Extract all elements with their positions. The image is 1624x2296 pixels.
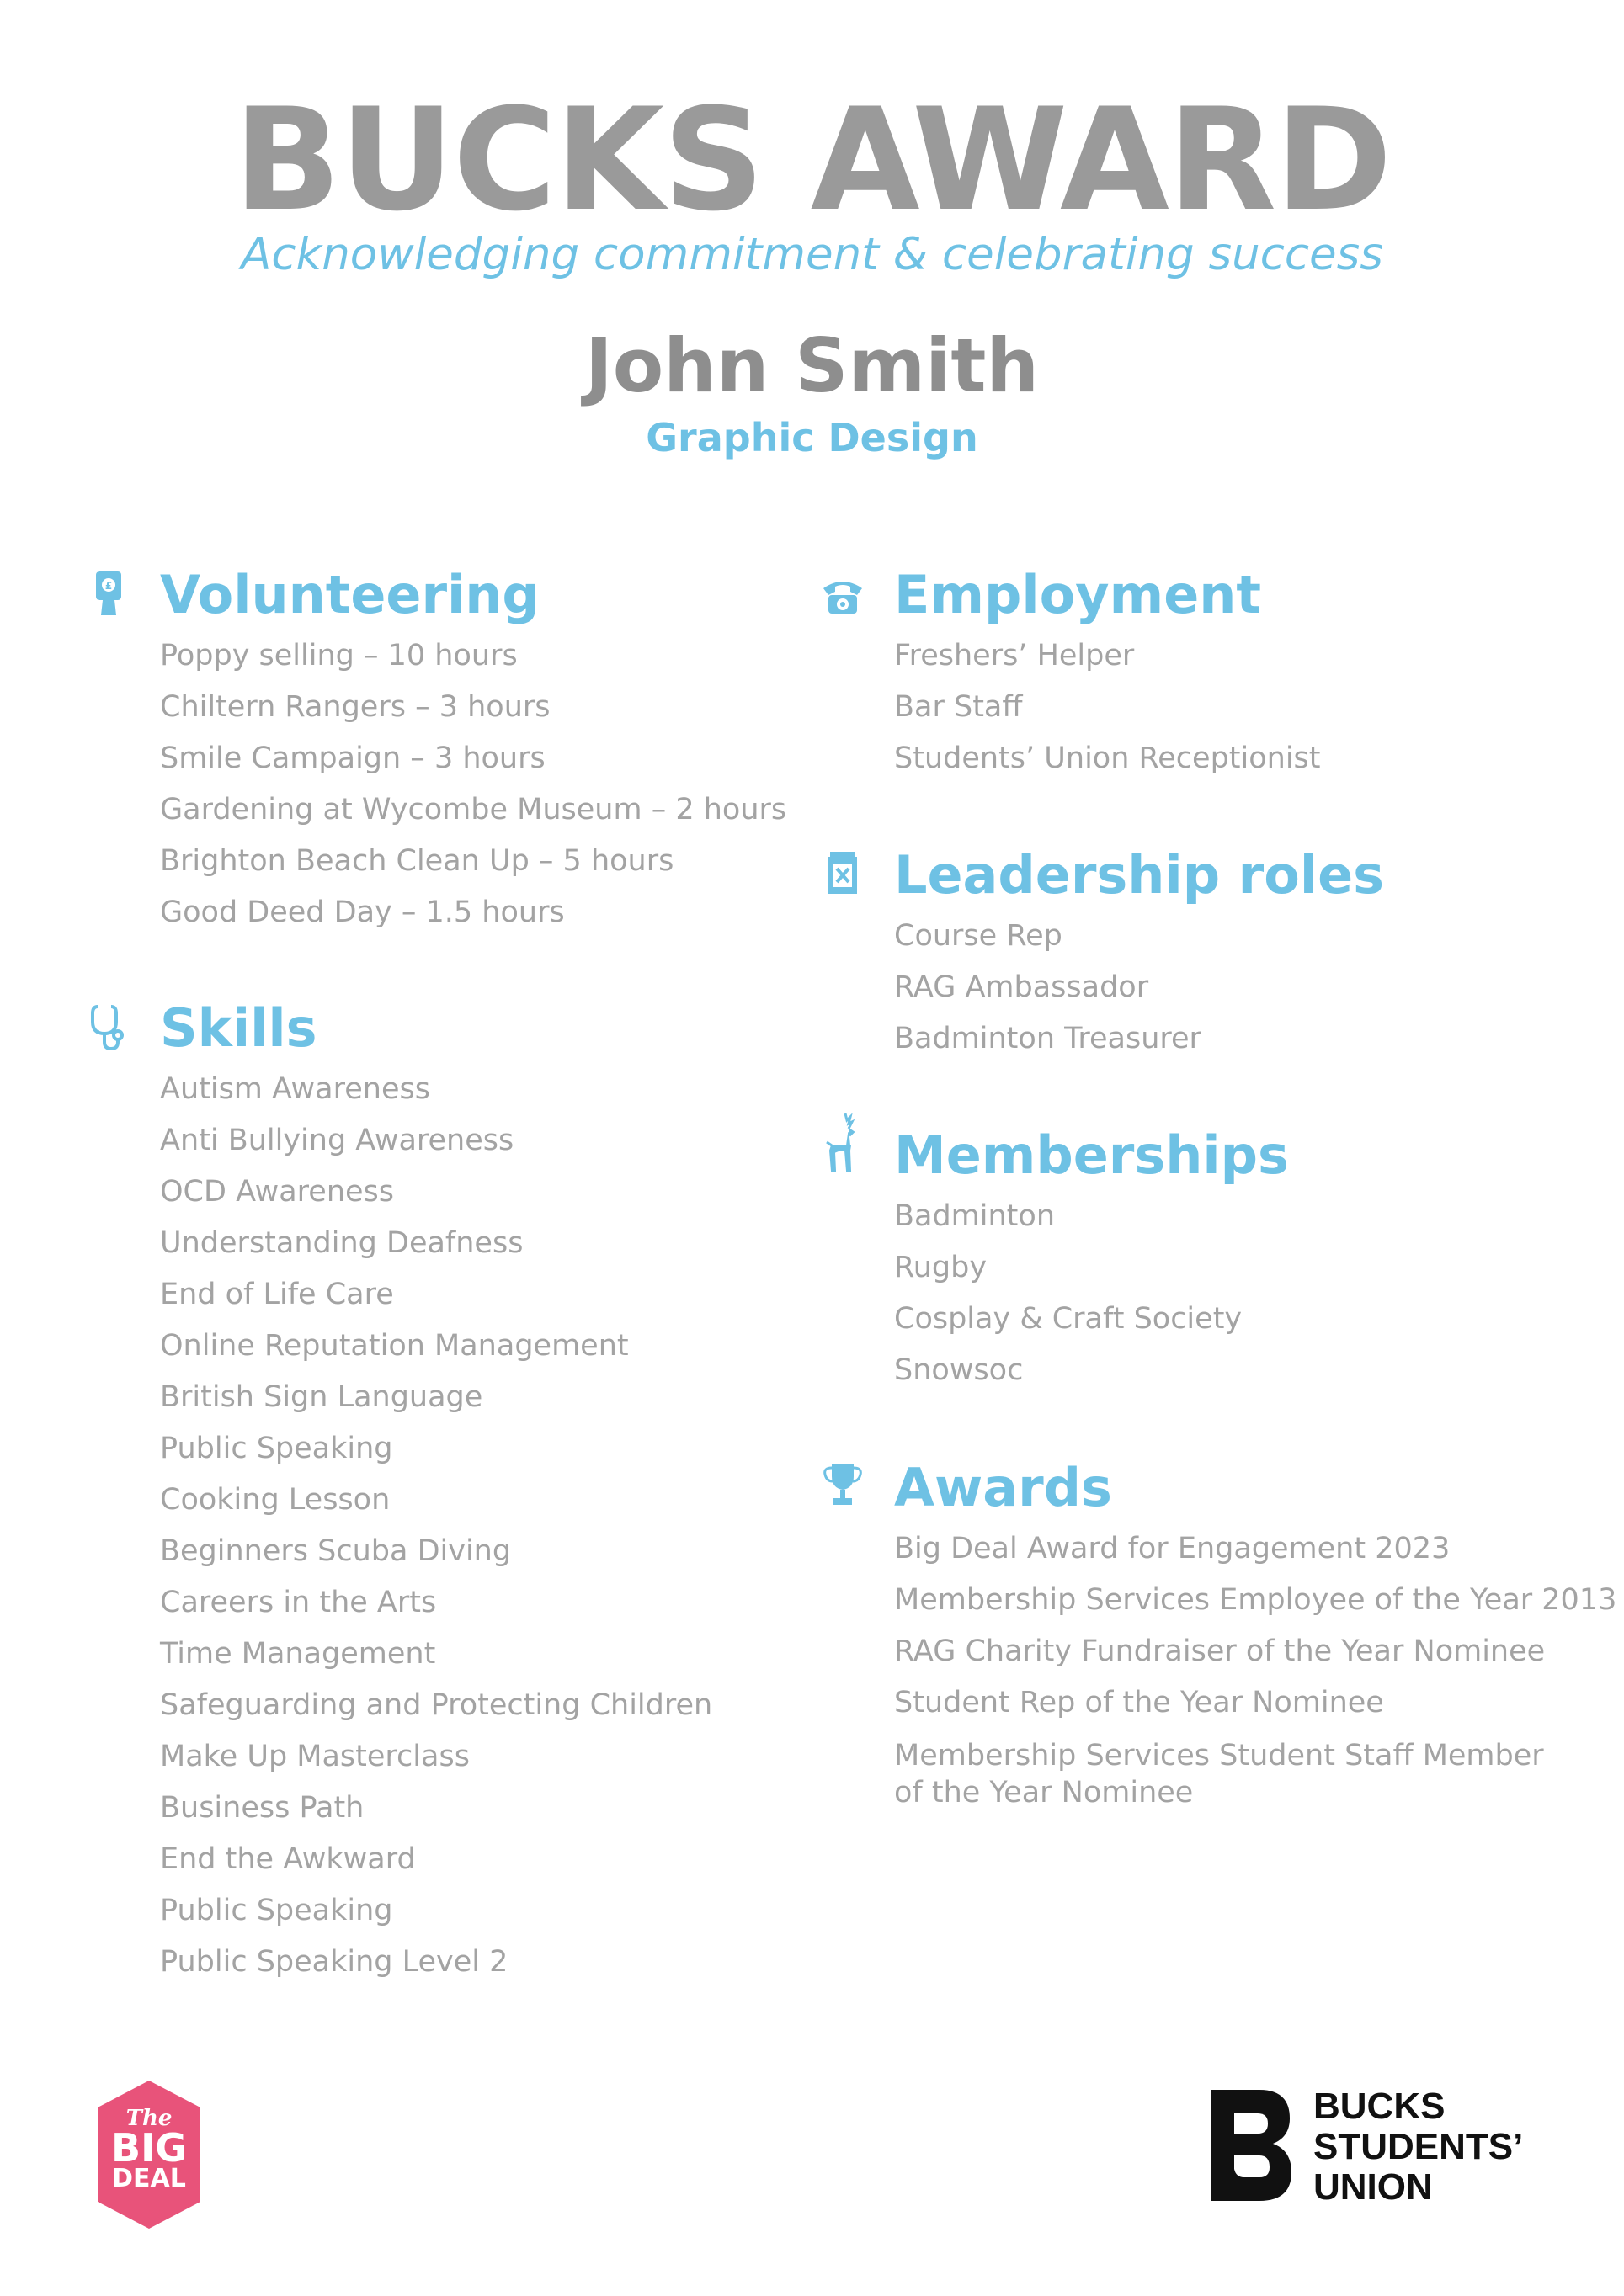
- bucks-su-mark-icon: [1211, 2090, 1291, 2201]
- section-title: Leadership roles: [894, 844, 1385, 906]
- memberships-list: [894, 1191, 1289, 1396]
- svg-text:£: £: [104, 580, 113, 592]
- list-item: Cooking Lesson: [160, 1483, 391, 1517]
- section-title: Awards: [894, 1457, 1112, 1518]
- list-item: Poppy selling – 10 hours: [160, 639, 518, 672]
- list-item: RAG Ambassador: [894, 970, 1149, 1004]
- list-item: Understanding Deafness: [160, 1226, 524, 1260]
- list-item: Membership Services Student Staff Member of the Year Nominee: [894, 1739, 1544, 1810]
- section-title: Volunteering: [160, 564, 540, 625]
- list-item: Public Speaking: [160, 1432, 393, 1465]
- section-leadership: [894, 840, 1384, 1065]
- deer-icon: [820, 1112, 865, 1179]
- list-item: Make Up Masterclass: [160, 1740, 470, 1773]
- employment-list: [894, 630, 1321, 784]
- trophy-icon: [820, 1461, 865, 1512]
- union-line-1: BUCKS: [1313, 2086, 1446, 2127]
- leadership-list: [894, 911, 1384, 1065]
- list-item: RAG Charity Fundraiser of the Year Nominee: [894, 1634, 1546, 1668]
- section-employment: [894, 560, 1321, 784]
- list-item: Brighton Beach Clean Up – 5 hours: [160, 844, 674, 878]
- list-item: British Sign Language: [160, 1380, 483, 1414]
- list-item: Course Rep: [894, 919, 1062, 953]
- section-title: Memberships: [894, 1124, 1289, 1186]
- skills-list: [160, 1064, 712, 1988]
- big-deal-big: BIG: [111, 2125, 187, 2171]
- ballot-box-icon: [820, 848, 865, 899]
- recipient-course: Graphic Design: [646, 415, 978, 460]
- list-item: Bar Staff: [894, 690, 1023, 724]
- list-item: Snowsoc: [894, 1353, 1024, 1387]
- list-item: Gardening at Wycombe Museum – 2 hours: [160, 793, 787, 826]
- section-volunteering: [104, 560, 787, 938]
- bucks-students-union-logo: [1211, 2083, 1547, 2209]
- volunteering-list: [160, 630, 786, 938]
- section-memberships: [894, 1120, 1289, 1396]
- list-item: Badminton: [894, 1199, 1055, 1233]
- list-item: Public Speaking: [160, 1894, 393, 1927]
- big-deal-logo: [94, 2079, 204, 2230]
- list-item: Online Reputation Management: [160, 1329, 629, 1363]
- list-item: Business Path: [160, 1791, 365, 1825]
- list-item: Freshers’ Helper: [894, 639, 1135, 672]
- list-item: End the Awkward: [160, 1842, 416, 1876]
- list-item: Beginners Scuba Diving: [160, 1534, 512, 1568]
- list-item: End of Life Care: [160, 1278, 394, 1311]
- big-deal-deal: DEAL: [112, 2164, 186, 2193]
- telephone-icon: [820, 568, 865, 619]
- awards-list: [894, 1523, 1616, 1811]
- list-item: Safeguarding and Protecting Children: [160, 1688, 713, 1722]
- award-subtitle: Acknowledging commitment & celebrating success: [241, 229, 1383, 280]
- section-awards: [894, 1453, 1616, 1811]
- list-item: Smile Campaign – 3 hours: [160, 741, 546, 775]
- section-title: Skills: [160, 997, 317, 1059]
- list-item: Badminton Treasurer: [894, 1022, 1201, 1055]
- list-item: Careers in the Arts: [160, 1586, 437, 1619]
- list-item: Cosplay & Craft Society: [894, 1302, 1243, 1336]
- list-item: Rugby: [894, 1251, 988, 1284]
- union-line-3: UNION: [1313, 2166, 1433, 2208]
- section-title: Employment: [894, 564, 1262, 625]
- list-item: Membership Services Employee of the Year 2013: [894, 1583, 1617, 1617]
- list-item: Students’ Union Receptionist: [894, 741, 1321, 775]
- recipient-name: John Smith: [584, 322, 1040, 409]
- list-item: Anti Bullying Awareness: [160, 1124, 514, 1157]
- list-item: OCD Awareness: [160, 1175, 395, 1209]
- list-item: Time Management: [160, 1637, 436, 1671]
- list-item: Good Deed Day – 1.5 hours: [160, 896, 565, 929]
- moneybox-icon: [86, 568, 131, 619]
- big-deal-the: The: [125, 2106, 173, 2131]
- union-line-2: STUDENTS’: [1313, 2126, 1524, 2167]
- list-item: Public Speaking Level 2: [160, 1945, 508, 1979]
- award-title: BUCKS AWARD: [233, 77, 1391, 242]
- list-item: Chiltern Rangers – 3 hours: [160, 690, 551, 724]
- stethoscope-icon: [86, 1002, 131, 1052]
- list-item: Autism Awareness: [160, 1072, 430, 1106]
- list-item: Student Rep of the Year Nominee: [894, 1686, 1384, 1719]
- section-skills: [160, 993, 712, 1988]
- list-item: Big Deal Award for Engagement 2023: [894, 1532, 1451, 1565]
